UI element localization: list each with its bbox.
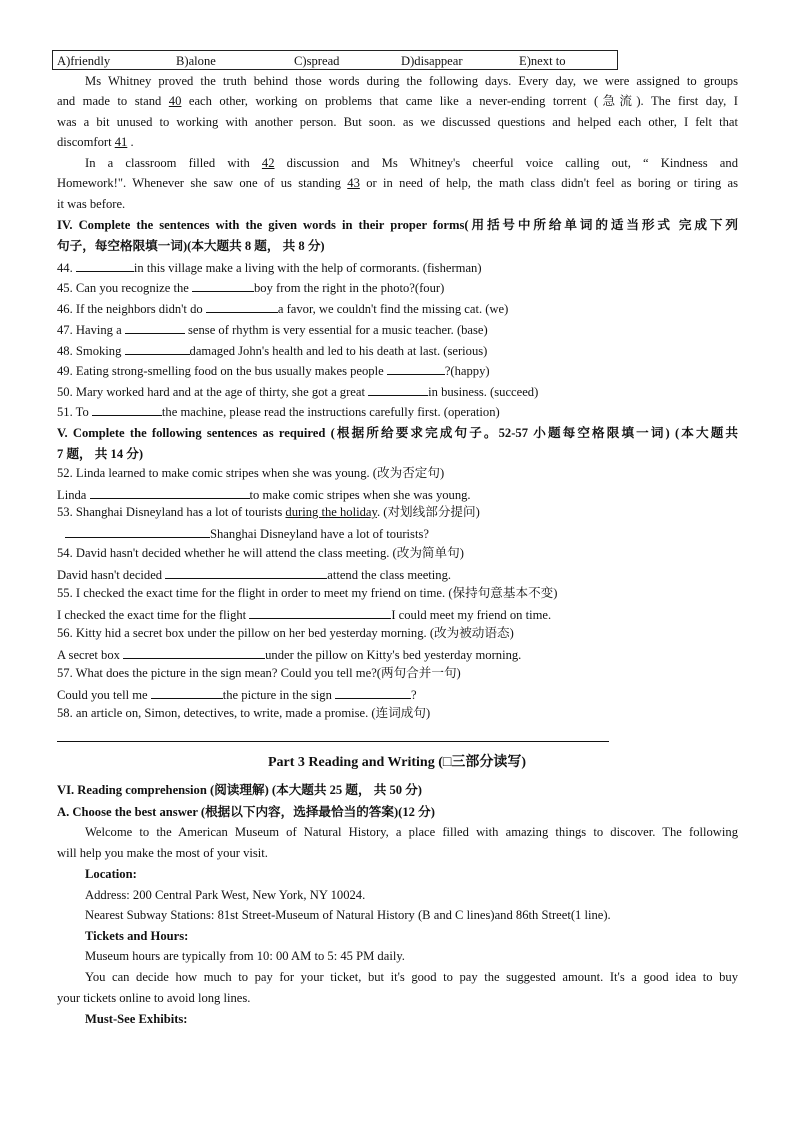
question-47: 47. Having a sense of rhythm is very essential for a music teacher. (base): [57, 323, 488, 337]
option-b: B)alone: [176, 54, 216, 68]
word-options-box: [52, 50, 618, 70]
option-c: C)spread: [294, 54, 340, 68]
answer-line-54: David hasn't decided attend the class meeting.: [57, 568, 452, 582]
ticket-price-line: You can decide how much to pay for your ticket, but it's good to pay the suggested amount. It's a good idea to buy: [85, 970, 738, 984]
answer-line-55: I checked the exact time for the flight I could meet my friend on time.: [57, 608, 552, 622]
section-v-title: V. Complete the following sentences as required (根据所给要求完成句子。52-57 小题每空格限填一词) (本大题共: [57, 426, 738, 440]
blank-number: 43: [347, 176, 360, 190]
intro-line: Welcome to the American Museum of Natural History, a place filled with amazing things to discover. The following: [85, 825, 738, 839]
question-45: 45. Can you recognize the boy from the right in the photo?(four): [57, 281, 445, 295]
section-iv-title-cont: 句子，每空格限填一词)(本大题共 8 题， 共 8 分): [57, 239, 325, 253]
answer-rule-58[interactable]: [57, 741, 609, 742]
location-heading: Location:: [85, 867, 137, 881]
answer-blank[interactable]: [65, 525, 210, 538]
answer-blank[interactable]: [335, 686, 411, 699]
passage-line: Ms Whitney proved the truth behind those words during the following days. Every day, we were assigned to groups: [85, 74, 738, 88]
subway-line: Nearest Subway Stations: 81st Street-Museum of Natural History (B and C lines)and 86th Street(1 line).: [85, 908, 611, 922]
blank-number: 42: [261, 156, 275, 170]
question-56: 56. Kitty hid a secret box under the pillow on her bed yesterday morning. (改为被动语态): [57, 626, 514, 640]
answer-blank[interactable]: [125, 342, 190, 355]
answer-blank[interactable]: [165, 566, 327, 579]
option-d: D)disappear: [401, 54, 463, 68]
answer-line-57: Could you tell me the picture in the sign ?: [57, 688, 417, 702]
underlined-phrase: during the holiday: [285, 505, 377, 519]
passage-line: and made to stand 40 each other, working on problems that came like a never-ending torrent (急流). The first day, I: [57, 94, 738, 108]
question-44: 44. in this village make a living with the help of cormorants. (fisherman): [57, 261, 482, 275]
answer-blank[interactable]: [151, 686, 223, 699]
question-48: 48. Smoking damaged John's health and led to his death at last. (serious): [57, 344, 488, 358]
question-50: 50. Mary worked hard and at the age of thirty, she got a great in business. (succeed): [57, 385, 539, 399]
blank-number: 40: [168, 94, 182, 108]
answer-blank[interactable]: [206, 300, 278, 313]
passage-line: was a bit unused to working with another person. But soon. as we discussed questions and helped each other, I felt that: [57, 115, 738, 129]
section-v-title-cont: 7 题， 共 14 分): [57, 447, 144, 461]
question-46: 46. If the neighbors didn't do a favor, we couldn't find the missing cat. (we): [57, 302, 509, 316]
answer-blank[interactable]: [368, 383, 428, 396]
option-a: A)friendly: [57, 54, 111, 68]
question-52: 52. Linda learned to make comic stripes when she was young. (改为否定句): [57, 466, 445, 480]
tickets-heading: Tickets and Hours:: [85, 929, 189, 943]
option-e: E)next to: [519, 54, 566, 68]
answer-blank[interactable]: [249, 606, 391, 619]
answer-blank[interactable]: [90, 486, 250, 499]
answer-blank[interactable]: [76, 259, 134, 272]
question-54: 54. David hasn't decided whether he will attend the class meeting. (改为简单句): [57, 546, 464, 560]
answer-blank[interactable]: [92, 403, 162, 416]
ticket-price-line: your tickets online to avoid long lines.: [57, 991, 251, 1005]
question-55: 55. I checked the exact time for the flight in order to meet my friend on time. (保持句意基本不变): [57, 586, 558, 600]
answer-line-53: Shanghai Disneyland have a lot of tourists?: [57, 525, 429, 542]
question-51: 51. To the machine, please read the instructions carefully first. (operation): [57, 405, 500, 419]
passage-line: it was before.: [57, 197, 126, 211]
question-53: 53. Shanghai Disneyland has a lot of tourists during the holiday. (对划线部分提问): [57, 505, 480, 519]
address-line: Address: 200 Central Park West, New York, NY 10024.: [85, 888, 366, 902]
blank-number: 41: [114, 135, 128, 149]
answer-blank[interactable]: [387, 362, 445, 375]
hours-line: Museum hours are typically from 10: 00 AM to 5: 45 PM daily.: [85, 949, 405, 963]
section-a-title: A. Choose the best answer (根据以下内容，选择最恰当的答案)(12 分): [57, 805, 435, 819]
answer-blank[interactable]: [123, 646, 265, 659]
answer-blank[interactable]: [192, 279, 254, 292]
passage-line: discomfort 41 .: [57, 135, 134, 149]
question-49: 49. Eating strong-smelling food on the bus usually makes people ?(happy): [57, 364, 490, 378]
answer-line-56: A secret box under the pillow on Kitty's bed yesterday morning.: [57, 648, 522, 662]
part-3-title: Part 3 Reading and Writing (□三部分读写): [267, 755, 526, 770]
answer-blank[interactable]: [125, 321, 185, 334]
section-vi-title: VI. Reading comprehension (阅读理解) (本大题共 25 题， 共 50 分): [57, 783, 422, 797]
question-57: 57. What does the picture in the sign mean? Could you tell me?(两句合并一句): [57, 666, 461, 680]
passage-line: In a classroom filled with 42 discussion and Ms Whitney's cheerful voice calling out, “ Kindness and: [85, 156, 738, 170]
exhibits-heading: Must-See Exhibits:: [85, 1012, 188, 1026]
passage-line: Homework!". Whenever she saw one of us standing 43 or in need of help, the math class didn't feel as boring or tiring as: [57, 176, 738, 190]
answer-line-52: Linda to make comic stripes when she was young.: [57, 488, 471, 502]
question-58: 58. an article on, Simon, detectives, to write, made a promise. (连词成句): [57, 706, 431, 720]
intro-line: will help you make the most of your visit.: [57, 846, 268, 860]
section-iv-title: IV. Complete the sentences with the given words in their proper forms(用括号中所给单词的适当形式 完成下列: [57, 218, 738, 232]
